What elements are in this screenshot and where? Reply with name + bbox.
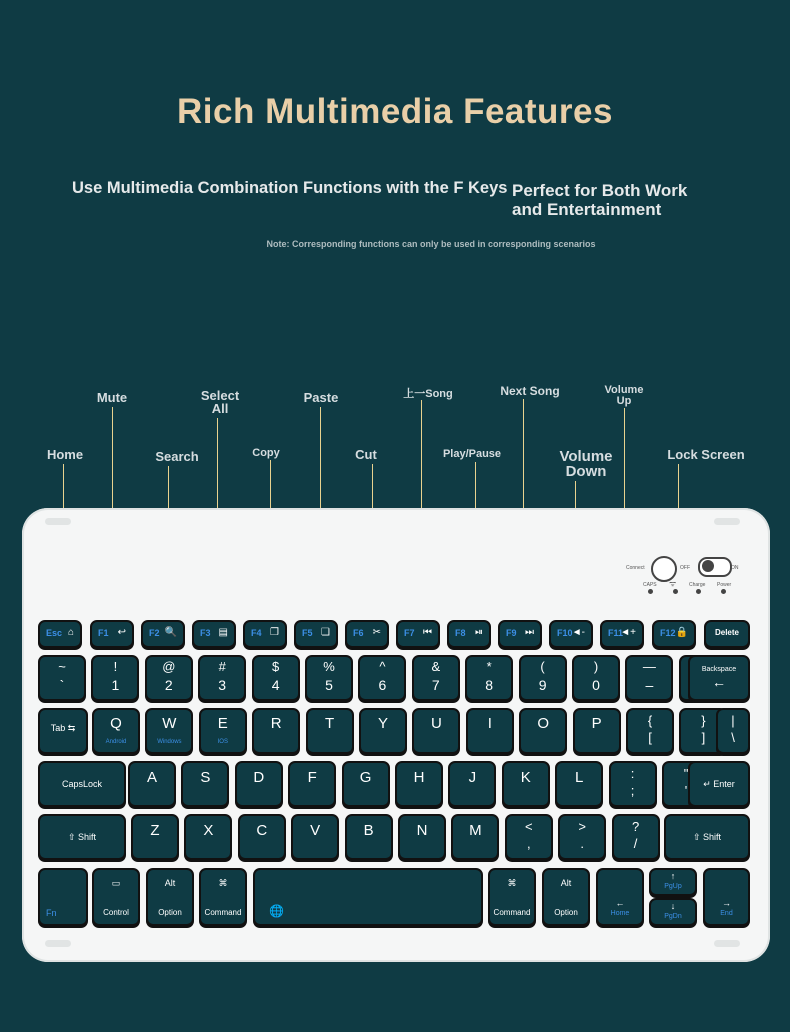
fkey-icon: ▤ [218, 627, 228, 638]
fkey-number: Esc [46, 628, 63, 638]
power-switch-knob [702, 560, 714, 572]
key-|[interactable] [716, 708, 750, 754]
key-label: ↵ Enter [703, 779, 735, 789]
key-label: End [720, 910, 733, 917]
key-a[interactable] [128, 761, 176, 807]
key-label: PgUp [664, 883, 682, 890]
key-space[interactable] [253, 868, 483, 926]
key-letter: J [468, 769, 477, 786]
top-right-slot [714, 518, 740, 525]
arrow-icon: ↑ [670, 871, 676, 881]
key-e[interactable] [199, 708, 247, 754]
fkey-number: F12 [660, 628, 676, 638]
key-bottom: 6 [378, 677, 387, 693]
key-fn[interactable] [38, 868, 88, 926]
fkey-icon: ↩ [117, 627, 126, 638]
key-top: $ [271, 659, 280, 674]
fkey-f12[interactable] [652, 620, 696, 648]
key-?[interactable] [612, 814, 660, 860]
key-letter: W [162, 715, 177, 732]
key-letter: A [146, 769, 157, 786]
key-label: Home [610, 910, 630, 917]
fkey-f3[interactable] [192, 620, 236, 648]
fkey-number: F7 [404, 628, 415, 638]
label-mute: Mute [96, 390, 128, 405]
key-sub: ← [712, 674, 726, 690]
key-bottom: 0 [592, 677, 600, 693]
key-letter: Q [110, 715, 122, 732]
key-m[interactable] [451, 814, 499, 860]
num-key[interactable] [38, 655, 86, 701]
bottom-left-slot [45, 940, 71, 947]
key-label: Backspace [701, 666, 737, 673]
key-letter: L [575, 769, 584, 786]
fkey-number: F10 [557, 628, 573, 638]
label-volume-down: Volume Down [559, 448, 613, 480]
key-top: ~ [58, 659, 66, 674]
charge-led [696, 589, 701, 594]
key-os-label: Windows [157, 739, 182, 745]
key-letter: X [203, 822, 214, 839]
key-label: Command [493, 908, 531, 917]
key-icon: ⌘ [507, 878, 517, 888]
key-letter: E [217, 715, 228, 732]
fkey-icon: ◄+ [620, 627, 636, 638]
key-letter: T [325, 715, 335, 732]
key-bottom: 4 [271, 677, 280, 693]
key-label: ⇧ Shift [67, 832, 97, 842]
key-letter: V [310, 822, 321, 839]
key-letter: F [307, 769, 317, 786]
num-key[interactable] [305, 655, 353, 701]
key-bottom: 5 [325, 677, 333, 693]
subtitle-left: Use Multimedia Combination Functions with the F Keys [72, 179, 508, 197]
key-top: # [218, 659, 226, 674]
subtitle-right: Perfect for Both Work and Entertainment [512, 181, 688, 219]
key-letter: D [253, 769, 265, 786]
note: Note: Corresponding functions can only be used in corresponding scenarios [266, 239, 596, 249]
key-letter: B [363, 822, 374, 839]
num-key[interactable] [145, 655, 193, 701]
key-letter: S [200, 769, 211, 786]
key-top: ^ [379, 659, 386, 674]
key->[interactable] [558, 814, 606, 860]
key-i[interactable] [466, 708, 514, 754]
key-label: Option [554, 908, 578, 917]
key-command[interactable] [199, 868, 247, 926]
fkey-number: F5 [302, 628, 313, 638]
key-capslock[interactable] [38, 761, 126, 807]
key-d[interactable] [235, 761, 283, 807]
key-letter: N [416, 822, 428, 839]
key-end[interactable] [703, 868, 750, 926]
fkey-number: F4 [251, 628, 262, 638]
num-key[interactable] [91, 655, 139, 701]
key-:[interactable] [609, 761, 657, 807]
key-p[interactable] [573, 708, 621, 754]
fkey-icon: 🔍 [164, 627, 177, 638]
key-bottom: ' [684, 783, 688, 798]
caps-label: CAPS [643, 582, 657, 588]
key-r[interactable] [252, 708, 300, 754]
key-label: PgDn [664, 913, 682, 920]
page-title: Rich Multimedia Features [177, 92, 613, 131]
key-letter: O [537, 715, 550, 732]
fkey-number: F8 [455, 628, 466, 638]
key-tab[interactable] [38, 708, 88, 754]
fkey-f8[interactable] [447, 620, 491, 648]
key-bottom: / [633, 836, 638, 851]
key-bottom: ; [630, 783, 635, 798]
key-k[interactable] [502, 761, 550, 807]
key-f[interactable] [288, 761, 336, 807]
fkey-number: F6 [353, 628, 364, 638]
key-letter: U [430, 715, 442, 732]
key-top: ? [631, 819, 640, 834]
key-w[interactable] [145, 708, 193, 754]
fkey-number: F1 [98, 628, 109, 638]
key-label: Fn [46, 908, 57, 918]
label-copy: Copy [252, 447, 280, 459]
fkey-icon: ⏮ [423, 627, 432, 638]
key-s[interactable] [181, 761, 229, 807]
key-pgdn[interactable] [649, 898, 697, 926]
label-search: Search [155, 449, 199, 464]
num-key[interactable] [358, 655, 406, 701]
arrow-icon: ↓ [670, 901, 676, 911]
fkey-delete[interactable] [704, 620, 750, 648]
key-letter: P [591, 715, 602, 732]
key-label: Control [103, 908, 129, 917]
key-bottom: 8 [485, 677, 494, 693]
key-bottom: – [645, 677, 654, 693]
key-top: { [647, 713, 653, 728]
key-label: Tab ⇆ [50, 723, 76, 733]
key-top: | [731, 713, 735, 728]
key-pgup[interactable] [649, 868, 697, 896]
key-x[interactable] [184, 814, 232, 860]
key-control[interactable] [92, 868, 140, 926]
key-top: % [323, 659, 335, 674]
top-left-slot [45, 518, 71, 525]
fkey-f11[interactable] [600, 620, 644, 648]
fkey-label: Delete [714, 628, 739, 637]
key-bottom: 3 [218, 677, 227, 693]
label-next-song: Next Song [500, 384, 560, 398]
key-c[interactable] [238, 814, 286, 860]
label-cut: Cut [355, 447, 377, 462]
label-select-all: Select All [200, 388, 240, 416]
key-top: ! [113, 659, 118, 674]
key-bottom: . [580, 836, 584, 851]
caps-led [648, 589, 653, 594]
num-key[interactable] [412, 655, 460, 701]
num-key[interactable] [519, 655, 567, 701]
key-shift[interactable] [38, 814, 126, 860]
globe-icon: 🌐 [269, 904, 284, 918]
key-b[interactable] [345, 814, 393, 860]
key-letter: I [487, 715, 492, 732]
fkey-f6[interactable] [345, 620, 389, 648]
fkey-icon: 🔒 [675, 627, 688, 638]
fkey-number: F2 [149, 628, 160, 638]
label-paste: Paste [303, 390, 339, 405]
num-key[interactable] [252, 655, 300, 701]
charge-label: Charge [689, 582, 706, 588]
key-g[interactable] [342, 761, 390, 807]
key-option[interactable] [146, 868, 194, 926]
key-letter: K [520, 769, 531, 786]
key-bottom: ] [701, 730, 706, 745]
key-icon: ▭ [111, 878, 121, 888]
key-bottom: 9 [538, 677, 547, 693]
on-label: ON [731, 565, 739, 571]
num-key[interactable] [625, 655, 673, 701]
key-{[interactable] [626, 708, 674, 754]
key-os-label: IOS [217, 739, 228, 745]
key-y[interactable] [359, 708, 407, 754]
key-j[interactable] [448, 761, 496, 807]
key-icon: ⌘ [218, 878, 228, 888]
arrow-icon: ← [615, 898, 625, 908]
label-lock-screen: Lock Screen [667, 447, 745, 462]
bt-led [673, 589, 678, 594]
label-play-pause: Play/Pause [442, 448, 502, 460]
bottom-right-slot [714, 940, 740, 947]
key-top: — [642, 659, 656, 674]
key-option[interactable] [542, 868, 590, 926]
key-top: ) [593, 659, 599, 674]
key-u[interactable] [412, 708, 460, 754]
key-bottom: 2 [164, 677, 173, 693]
label-volume-up: Volume Up [604, 384, 644, 407]
key-letter: M [469, 822, 482, 839]
fkey-f1[interactable] [90, 620, 134, 648]
num-key[interactable] [198, 655, 246, 701]
key-os-label: Android [105, 739, 127, 745]
key-q[interactable] [92, 708, 140, 754]
key-bottom: \ [731, 730, 735, 745]
num-key[interactable] [572, 655, 620, 701]
key-top: : [630, 766, 635, 781]
key-h[interactable] [395, 761, 443, 807]
key-n[interactable] [398, 814, 446, 860]
fkey-esc[interactable] [38, 620, 82, 648]
key-l[interactable] [555, 761, 603, 807]
key-letter: G [359, 769, 372, 786]
key-bottom: 1 [111, 677, 120, 693]
num-key[interactable] [465, 655, 513, 701]
fkey-icon: ❏ [321, 627, 330, 638]
key-top: * [486, 659, 492, 674]
key-home[interactable] [596, 868, 644, 926]
label-prev-song: 上一Song [403, 388, 453, 400]
fkey-icon: ✂ [372, 627, 381, 638]
key-bottom: ` [59, 677, 65, 693]
key-top: & [431, 659, 441, 674]
fkey-f4[interactable] [243, 620, 287, 648]
arrow-icon: → [722, 898, 731, 908]
key-t[interactable] [306, 708, 354, 754]
power-led [721, 589, 726, 594]
key-letter: Y [377, 715, 388, 732]
key-top: } [701, 713, 706, 728]
power-label: Power [717, 582, 732, 588]
key-<[interactable] [505, 814, 553, 860]
key-letter: C [256, 822, 268, 839]
key-letter: R [270, 715, 282, 732]
key-label: Option [158, 908, 182, 917]
key-enter[interactable] [688, 761, 750, 807]
key-top: > [578, 819, 586, 834]
key-bottom: 7 [431, 677, 440, 693]
fkey-number: F11 [608, 628, 624, 638]
fkey-icon: ⏯ [475, 627, 483, 638]
off-label: OFF [680, 565, 690, 571]
key-icon: Alt [164, 878, 176, 888]
key-o[interactable] [519, 708, 567, 754]
fkey-f2[interactable] [141, 620, 185, 648]
key-top: " [683, 766, 689, 781]
fkey-icon: ⌂ [67, 627, 74, 638]
num-key[interactable] [688, 655, 750, 701]
key-label: Command [204, 908, 242, 917]
key-command[interactable] [488, 868, 536, 926]
label-home: Home [46, 447, 84, 462]
fkey-f9[interactable] [498, 620, 542, 648]
key-icon: Alt [560, 878, 572, 888]
connect-label: Connect [626, 565, 645, 571]
key-letter: Z [150, 822, 160, 839]
fkey-icon: ⏭ [525, 627, 534, 638]
key-top: ( [540, 659, 545, 674]
key-bottom: , [526, 836, 531, 851]
key-label: ⇧ Shift [692, 832, 722, 842]
fkey-number: F3 [200, 628, 211, 638]
key-letter: H [413, 769, 425, 786]
fkey-icon: ◄- [571, 627, 585, 638]
fkey-f5[interactable] [294, 620, 338, 648]
key-top: @ [162, 659, 176, 674]
fkey-f7[interactable] [396, 620, 440, 648]
key-bottom: [ [648, 730, 652, 745]
key-shift[interactable] [664, 814, 750, 860]
key-label: CapsLock [61, 779, 103, 789]
key-v[interactable] [291, 814, 339, 860]
fkey-number: F9 [506, 628, 517, 638]
key-top: < [525, 819, 533, 834]
bluetooth-icon: ᯤ [669, 579, 677, 588]
fkey-f10[interactable] [549, 620, 593, 648]
fkey-icon: ❐ [270, 627, 279, 638]
key-z[interactable] [131, 814, 179, 860]
